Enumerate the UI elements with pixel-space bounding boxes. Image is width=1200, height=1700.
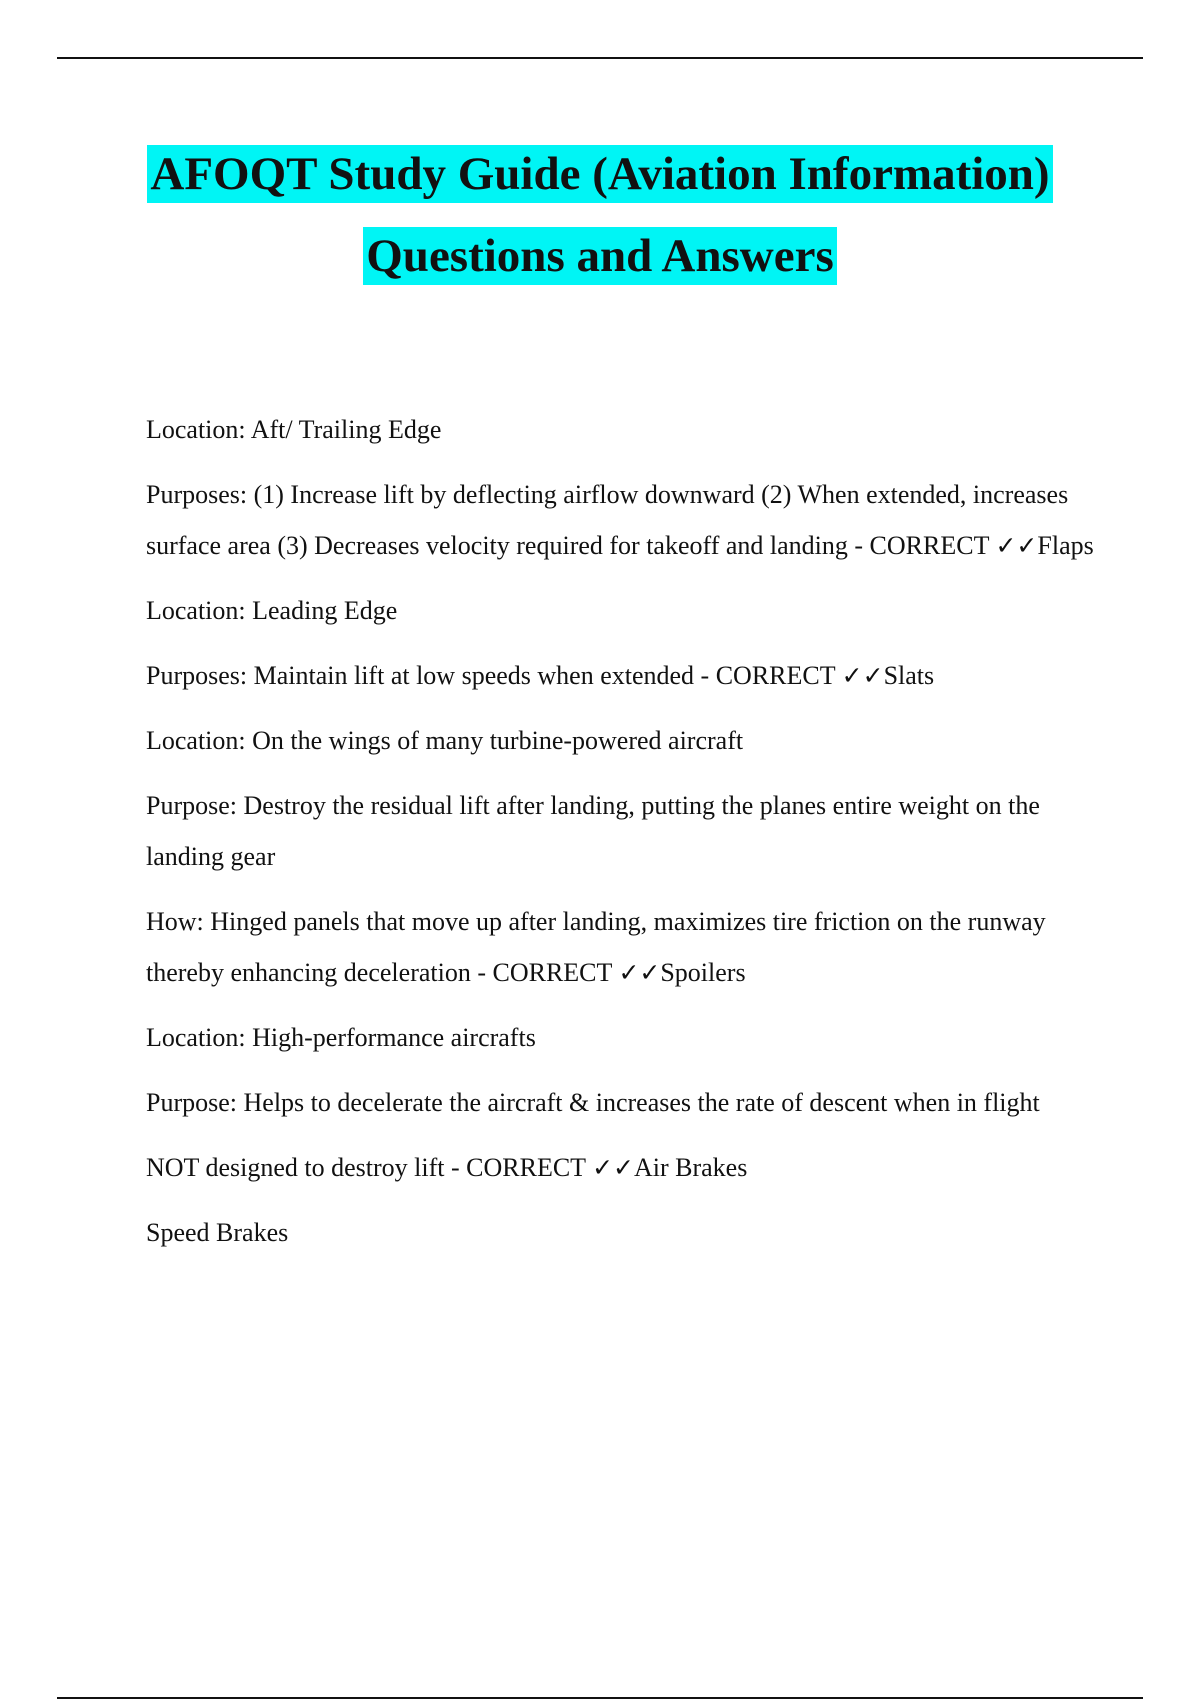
bottom-divider xyxy=(57,1697,1143,1699)
paragraph-text: Purposes: Maintain lift at low speeds when extended - CORRECT xyxy=(146,661,842,690)
paragraph-text: Location: On the wings of many turbine-powered aircraft xyxy=(146,726,744,755)
paragraph-text: Speed Brakes xyxy=(146,1218,289,1247)
title-line-1: AFOQT Study Guide (Aviation Information) xyxy=(147,145,1052,203)
paragraph xyxy=(146,715,1096,766)
answer-text: Spoilers xyxy=(660,958,746,987)
document-title xyxy=(57,140,1143,285)
paragraph xyxy=(146,1077,1096,1128)
paragraph-text: How: Hinged panels that move up after landing, maximizes tire friction on the runway thereby enhancing deceleration - CORRECT xyxy=(146,907,1046,987)
paragraph xyxy=(146,780,1096,882)
answer-text: Slats xyxy=(883,661,935,690)
check-mark-icon: ✓✓ xyxy=(995,531,1038,560)
paragraph-text: Purpose: Helps to decelerate the aircraft & increases the rate of descent when in flight xyxy=(146,1088,1040,1117)
paragraph xyxy=(146,896,1096,998)
top-divider xyxy=(57,57,1143,59)
paragraph-text: Location: High-performance aircrafts xyxy=(146,1023,536,1052)
paragraph xyxy=(146,650,1096,701)
check-mark-icon: ✓✓ xyxy=(618,958,661,987)
paragraph xyxy=(146,585,1096,636)
paragraph xyxy=(146,469,1096,571)
paragraph-text: Location: Leading Edge xyxy=(146,596,398,625)
paragraph xyxy=(146,1012,1096,1063)
title-line-2: Questions and Answers xyxy=(363,227,837,285)
check-mark-icon: ✓✓ xyxy=(841,661,884,690)
paragraph xyxy=(146,1207,1096,1258)
document-body xyxy=(146,404,1096,1272)
paragraph-text: Purpose: Destroy the residual lift after landing, putting the planes entire weight on the landing gear xyxy=(146,791,1040,871)
paragraph xyxy=(146,404,1096,455)
paragraph-text: Purposes: (1) Increase lift by deflecting airflow downward (2) When extended, increases surface area (3) Decreases velocity required for takeoff and landing - CORRECT xyxy=(146,480,1069,560)
answer-text: Flaps xyxy=(1037,531,1094,560)
paragraph xyxy=(146,1142,1096,1193)
paragraph-text: Location: Aft/ Trailing Edge xyxy=(146,415,442,444)
check-mark-icon: ✓✓ xyxy=(592,1153,634,1182)
paragraph-text: NOT designed to destroy lift - CORRECT xyxy=(146,1153,593,1182)
answer-text: Air Brakes xyxy=(633,1153,748,1182)
